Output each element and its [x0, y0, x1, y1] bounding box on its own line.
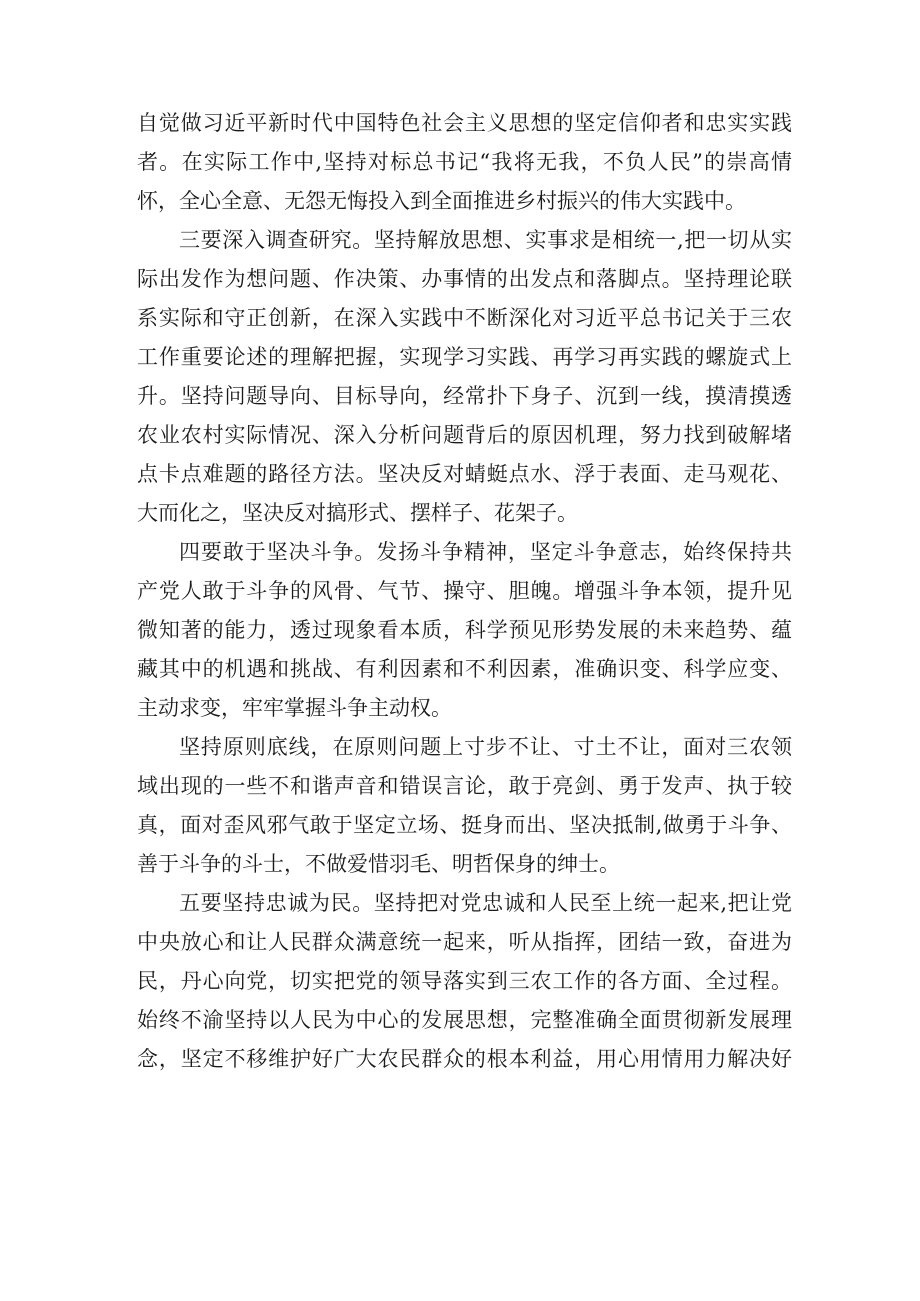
- paragraph-2-line-1: 三要深入调查研究。坚持解放思想、实事求是相统一,把一切从实: [179, 228, 792, 252]
- paragraph-2-line-5: 升。坚持问题导向、目标导向，经常扑下身子、沉到一线，摸清摸透: [137, 384, 792, 408]
- paragraph-4-line-3: 真，面对歪风邪气敢于坚定立场、挺身而出、坚决抵制,做勇于斗争、: [137, 813, 792, 837]
- paragraph-2-line-3: 系实际和守正创新，在深入实践中不断深化对习近平总书记关于三农: [137, 306, 792, 330]
- paragraph-3-line-2: 产党人敢于斗争的风骨、气节、操守、胆魄。增强斗争本领，提升见: [137, 579, 792, 603]
- paragraph-4-line-1: 坚持原则底线，在原则问题上寸步不让、寸土不让，面对三农领: [179, 735, 792, 759]
- paragraph-3-line-1: 四要敢于坚决斗争。发扬斗争精神，坚定斗争意志，始终保持共: [179, 540, 792, 564]
- paragraph-2-line-7: 点卡点难题的路径方法。坚决反对蜻蜓点水、浮于表面、走马观花、: [137, 462, 792, 486]
- paragraph-2-line-4: 工作重要论述的理解把握，实现学习实践、再学习再实践的螺旋式上: [137, 345, 792, 369]
- paragraph-2-line-6: 农业农村实际情况、深入分析问题背后的原因机理，努力找到破解堵: [137, 423, 792, 447]
- paragraph-3-line-4: 藏其中的机遇和挑战、有利因素和不利因素，准确识变、科学应变、: [137, 657, 792, 681]
- paragraph-1-line-2: 者。在实际工作中,坚持对标总书记“我将无我，不负人民”的崇高情: [137, 150, 792, 174]
- paragraph-3-line-5: 主动求变，牢牢掌握斗争主动权。: [137, 696, 452, 720]
- paragraph-4-line-4: 善于斗争的斗士，不做爱惜羽毛、明哲保身的绅士。: [137, 852, 620, 876]
- paragraph-5-line-2: 中央放心和让人民群众满意统一起来，听从指挥，团结一致，奋进为: [137, 930, 792, 954]
- paragraph-4-line-2: 域出现的一些不和谐声音和错误言论，敢于亮剑、勇于发声、执于较: [137, 774, 792, 798]
- paragraph-1-line-1: 自觉做习近平新时代中国特色社会主义思想的坚定信仰者和忠实实践: [137, 111, 792, 135]
- paragraph-3-line-3: 微知著的能力，透过现象看本质，科学预见形势发展的未来趋势、蕴: [137, 618, 792, 642]
- paragraph-5-line-1: 五要坚持忠诚为民。坚持把对党忠诚和人民至上统一起来,把让党: [179, 891, 792, 915]
- paragraph-2-line-2: 际出发作为想问题、作决策、办事情的出发点和落脚点。坚持理论联: [137, 267, 792, 291]
- paragraph-2-line-8: 大而化之，坚决反对搞形式、摆样子、花架子。: [137, 501, 578, 525]
- document-body: [137, 104, 792, 1079]
- paragraph-5-line-5: 念，坚定不移维护好广大农民群众的根本利益，用心用情用力解决好: [137, 1047, 792, 1071]
- paragraph-5-line-4: 始终不渝坚持以人民为中心的发展思想，完整准确全面贯彻新发展理: [137, 1008, 792, 1032]
- paragraph-1-line-3: 怀，全心全意、无怨无悔投入到全面推进乡村振兴的伟大实践中。: [137, 189, 746, 213]
- paragraph-5-line-3: 民，丹心向党，切实把党的领导落实到三农工作的各方面、全过程。: [137, 969, 792, 993]
